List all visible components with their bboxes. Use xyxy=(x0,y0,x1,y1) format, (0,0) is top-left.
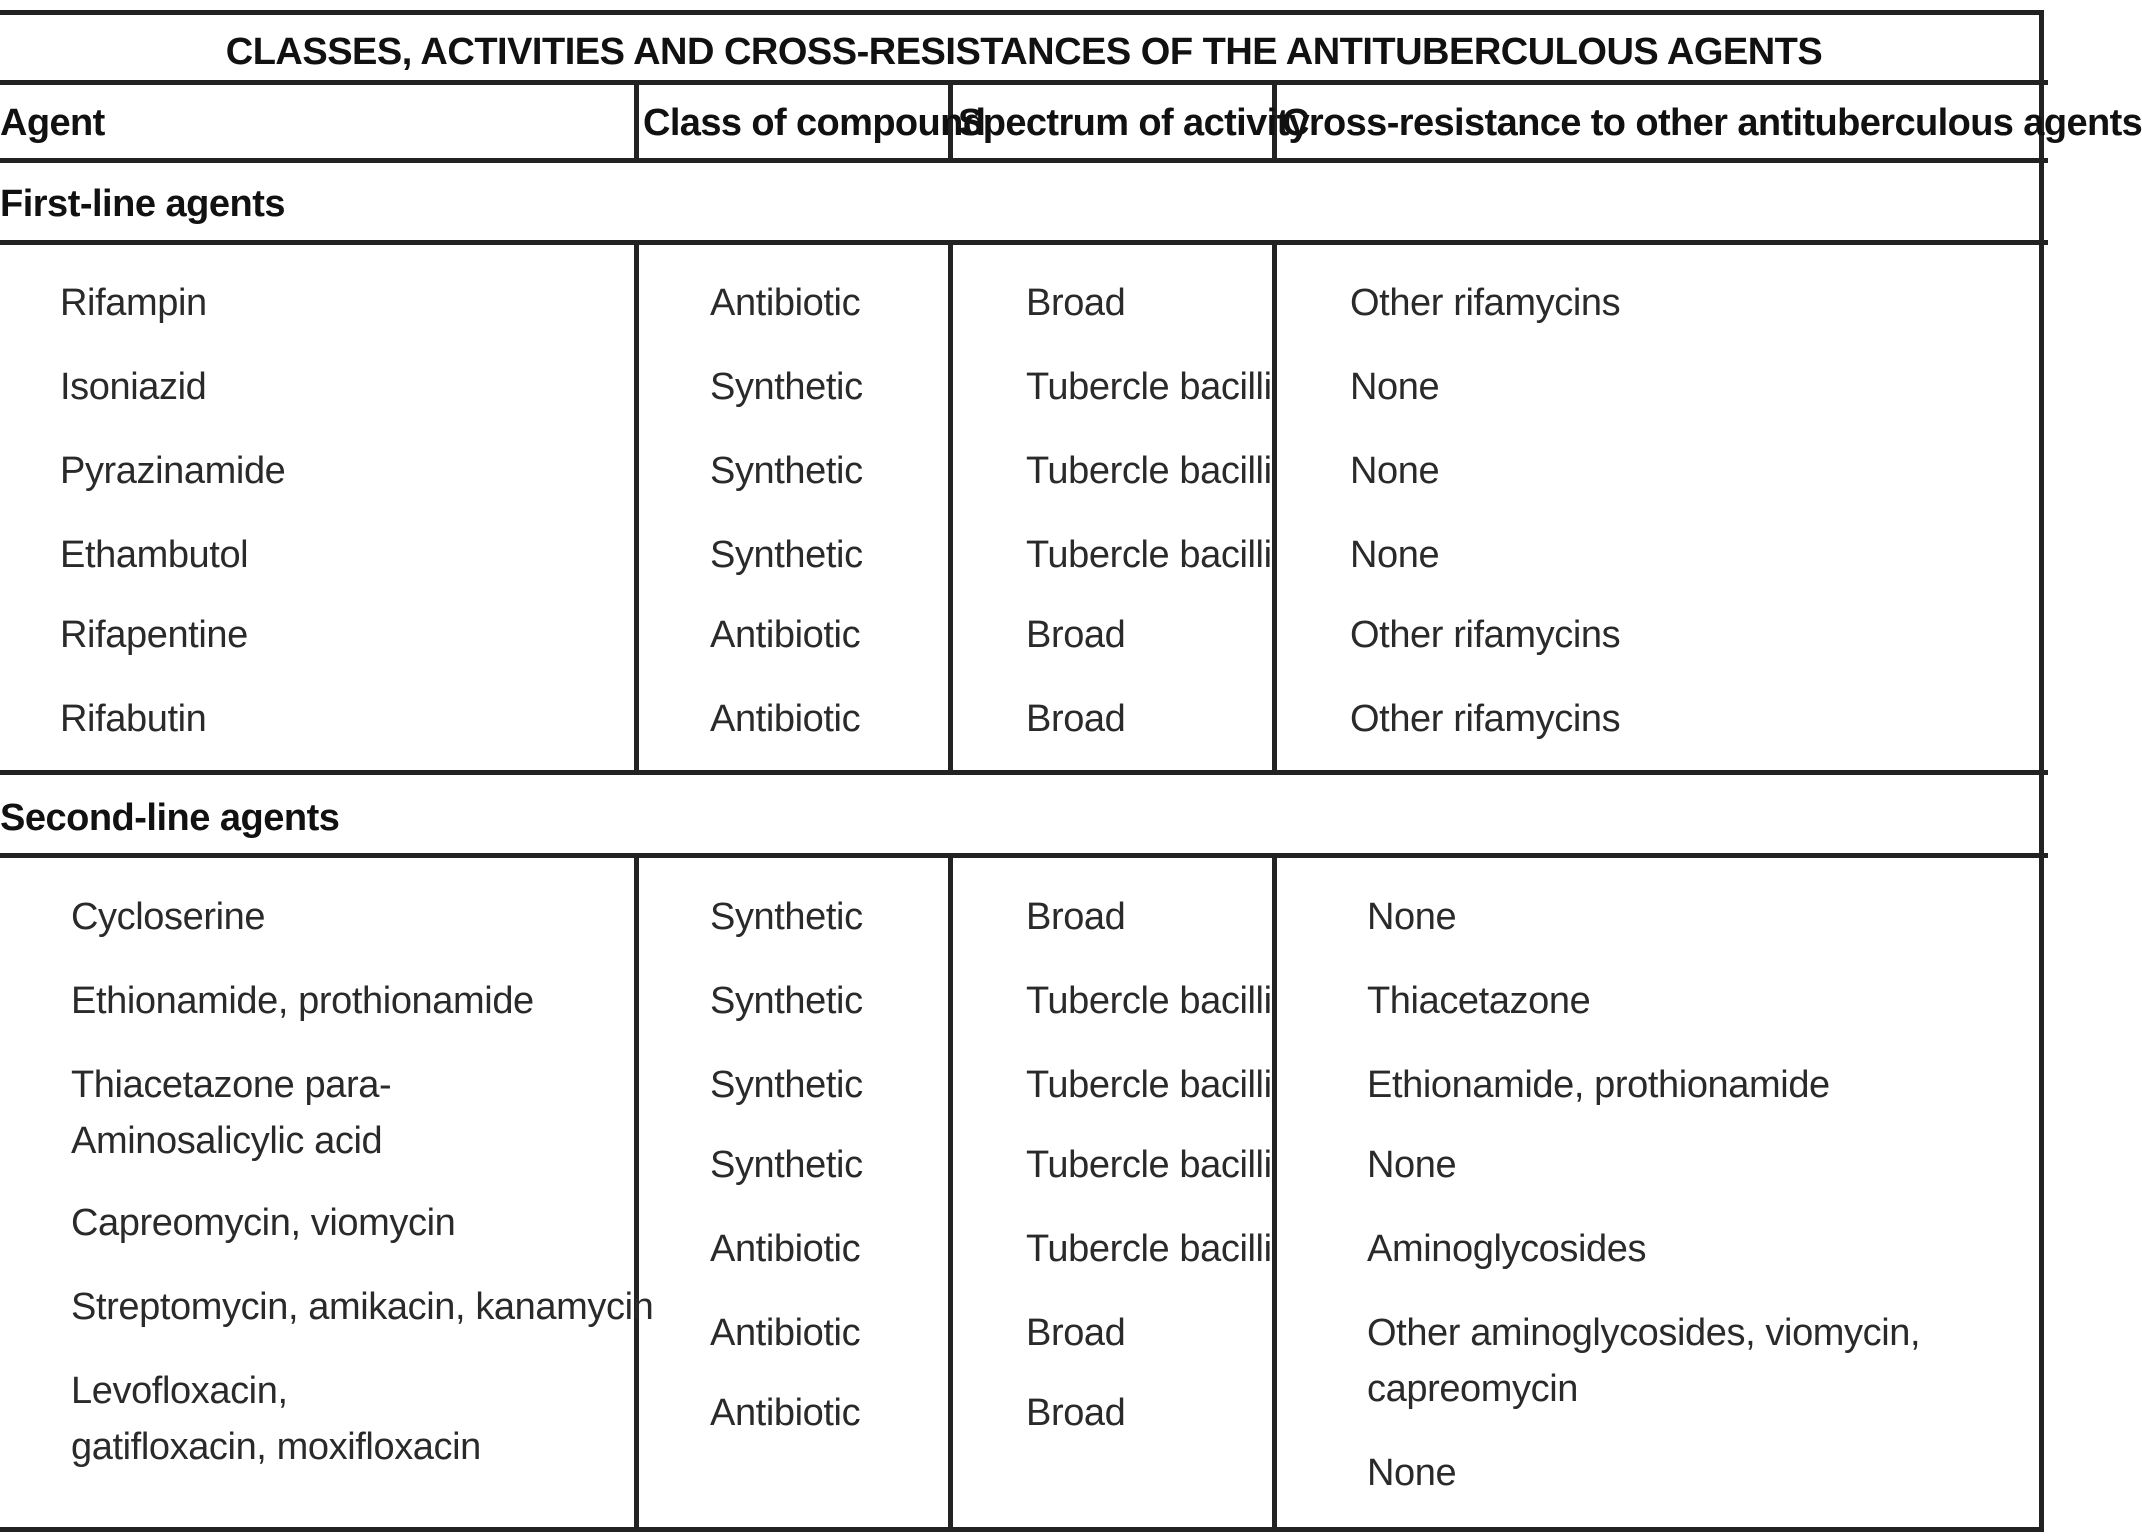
agent-cell: Rifabutin xyxy=(60,698,207,740)
col-divider-1 xyxy=(634,853,639,1532)
col-divider-1 xyxy=(634,80,639,163)
col-divider-2 xyxy=(948,853,953,1532)
col-divider-3 xyxy=(1272,853,1277,1532)
class-cell: Antibiotic xyxy=(710,1312,861,1354)
cross-resistance-cell: Thiacetazone xyxy=(1367,980,1591,1022)
agent-cell: Ethionamide, prothionamide xyxy=(71,980,534,1022)
section-first-line-agents: First-line agents xyxy=(0,183,285,225)
cross-resistance-cell: None xyxy=(1350,534,1440,576)
agent-cell: Ethambutol xyxy=(60,534,249,576)
agent-cell: Rifapentine xyxy=(60,614,248,656)
header-cross-resistance: Cross-resistance to other antituberculous agents xyxy=(1282,102,2142,144)
spectrum-cell: Broad xyxy=(1026,1392,1126,1434)
cross-resistance-cell: Other rifamycins xyxy=(1350,614,1621,656)
rule-below-first-line-label xyxy=(0,240,2048,245)
rule-above-second-line-label xyxy=(0,770,2048,775)
agent-cell: Rifampin xyxy=(60,282,207,324)
cross-resistance-cell: None xyxy=(1367,1452,1457,1494)
spectrum-cell: Tubercle bacilli xyxy=(1026,366,1272,408)
section-second-line-agents: Second-line agents xyxy=(0,797,340,839)
class-cell: Antibiotic xyxy=(710,1228,861,1270)
col-divider-3 xyxy=(1272,240,1277,775)
class-cell: Synthetic xyxy=(710,450,863,492)
class-cell: Antibiotic xyxy=(710,698,861,740)
agent-cell: Thiacetazone para-Aminosalicylic acid xyxy=(71,1064,392,1162)
spectrum-cell: Tubercle bacilli xyxy=(1026,450,1272,492)
spectrum-cell: Tubercle bacilli xyxy=(1026,1228,1272,1270)
agent-cell: Cycloserine xyxy=(71,896,266,938)
cross-resistance-cell: None xyxy=(1367,896,1457,938)
cross-resistance-cell: Other rifamycins xyxy=(1350,698,1621,740)
agent-cell: Isoniazid xyxy=(60,366,207,408)
spectrum-cell: Broad xyxy=(1026,614,1126,656)
agent-cell: Levofloxacin, gatifloxacin, moxifloxacin xyxy=(71,1370,481,1468)
class-cell: Synthetic xyxy=(710,896,863,938)
class-cell: Synthetic xyxy=(710,1144,863,1186)
rule-below-header xyxy=(0,158,2048,163)
spectrum-cell: Tubercle bacilli xyxy=(1026,534,1272,576)
spectrum-cell: Broad xyxy=(1026,896,1126,938)
col-divider-2 xyxy=(948,240,953,775)
table-title: CLASSES, ACTIVITIES AND CROSS-RESISTANCES OF THE ANTITUBERCULOUS AGENTS xyxy=(225,31,1823,73)
class-cell: Antibiotic xyxy=(710,282,861,324)
cross-resistance-cell: Ethionamide, prothionamide xyxy=(1367,1064,1830,1106)
class-cell: Synthetic xyxy=(710,366,863,408)
class-cell: Synthetic xyxy=(710,1064,863,1106)
cross-resistance-cell: Other aminoglycosides, viomycin, capreomycin xyxy=(1367,1312,1921,1410)
cross-resistance-cell: None xyxy=(1350,450,1440,492)
cross-resistance-cell: None xyxy=(1367,1144,1457,1186)
agent-cell: Pyrazinamide xyxy=(60,450,286,492)
class-cell: Antibiotic xyxy=(710,1392,861,1434)
spectrum-cell: Broad xyxy=(1026,282,1126,324)
cross-resistance-cell: Aminoglycosides xyxy=(1367,1228,1647,1270)
class-cell: Synthetic xyxy=(710,980,863,1022)
header-class-of-compound: Class of compound xyxy=(643,102,986,144)
header-spectrum-of-activity: Spectrum of activity xyxy=(958,102,1310,144)
agent-cell: Capreomycin, viomycin xyxy=(71,1202,456,1244)
header-agent: Agent xyxy=(0,102,105,144)
cross-resistance-cell: Other rifamycins xyxy=(1350,282,1621,324)
spectrum-cell: Tubercle bacilli xyxy=(1026,1064,1272,1106)
spectrum-cell: Broad xyxy=(1026,1312,1126,1354)
agent-cell: Streptomycin, amikacin, kanamycin xyxy=(71,1286,654,1328)
spectrum-cell: Broad xyxy=(1026,698,1126,740)
class-cell: Synthetic xyxy=(710,534,863,576)
spectrum-cell: Tubercle bacilli xyxy=(1026,980,1272,1022)
cross-resistance-cell: None xyxy=(1350,366,1440,408)
col-divider-1 xyxy=(634,240,639,775)
rule-below-second-line-label xyxy=(0,853,2048,858)
spectrum-cell: Tubercle bacilli xyxy=(1026,1144,1272,1186)
class-cell: Antibiotic xyxy=(710,614,861,656)
